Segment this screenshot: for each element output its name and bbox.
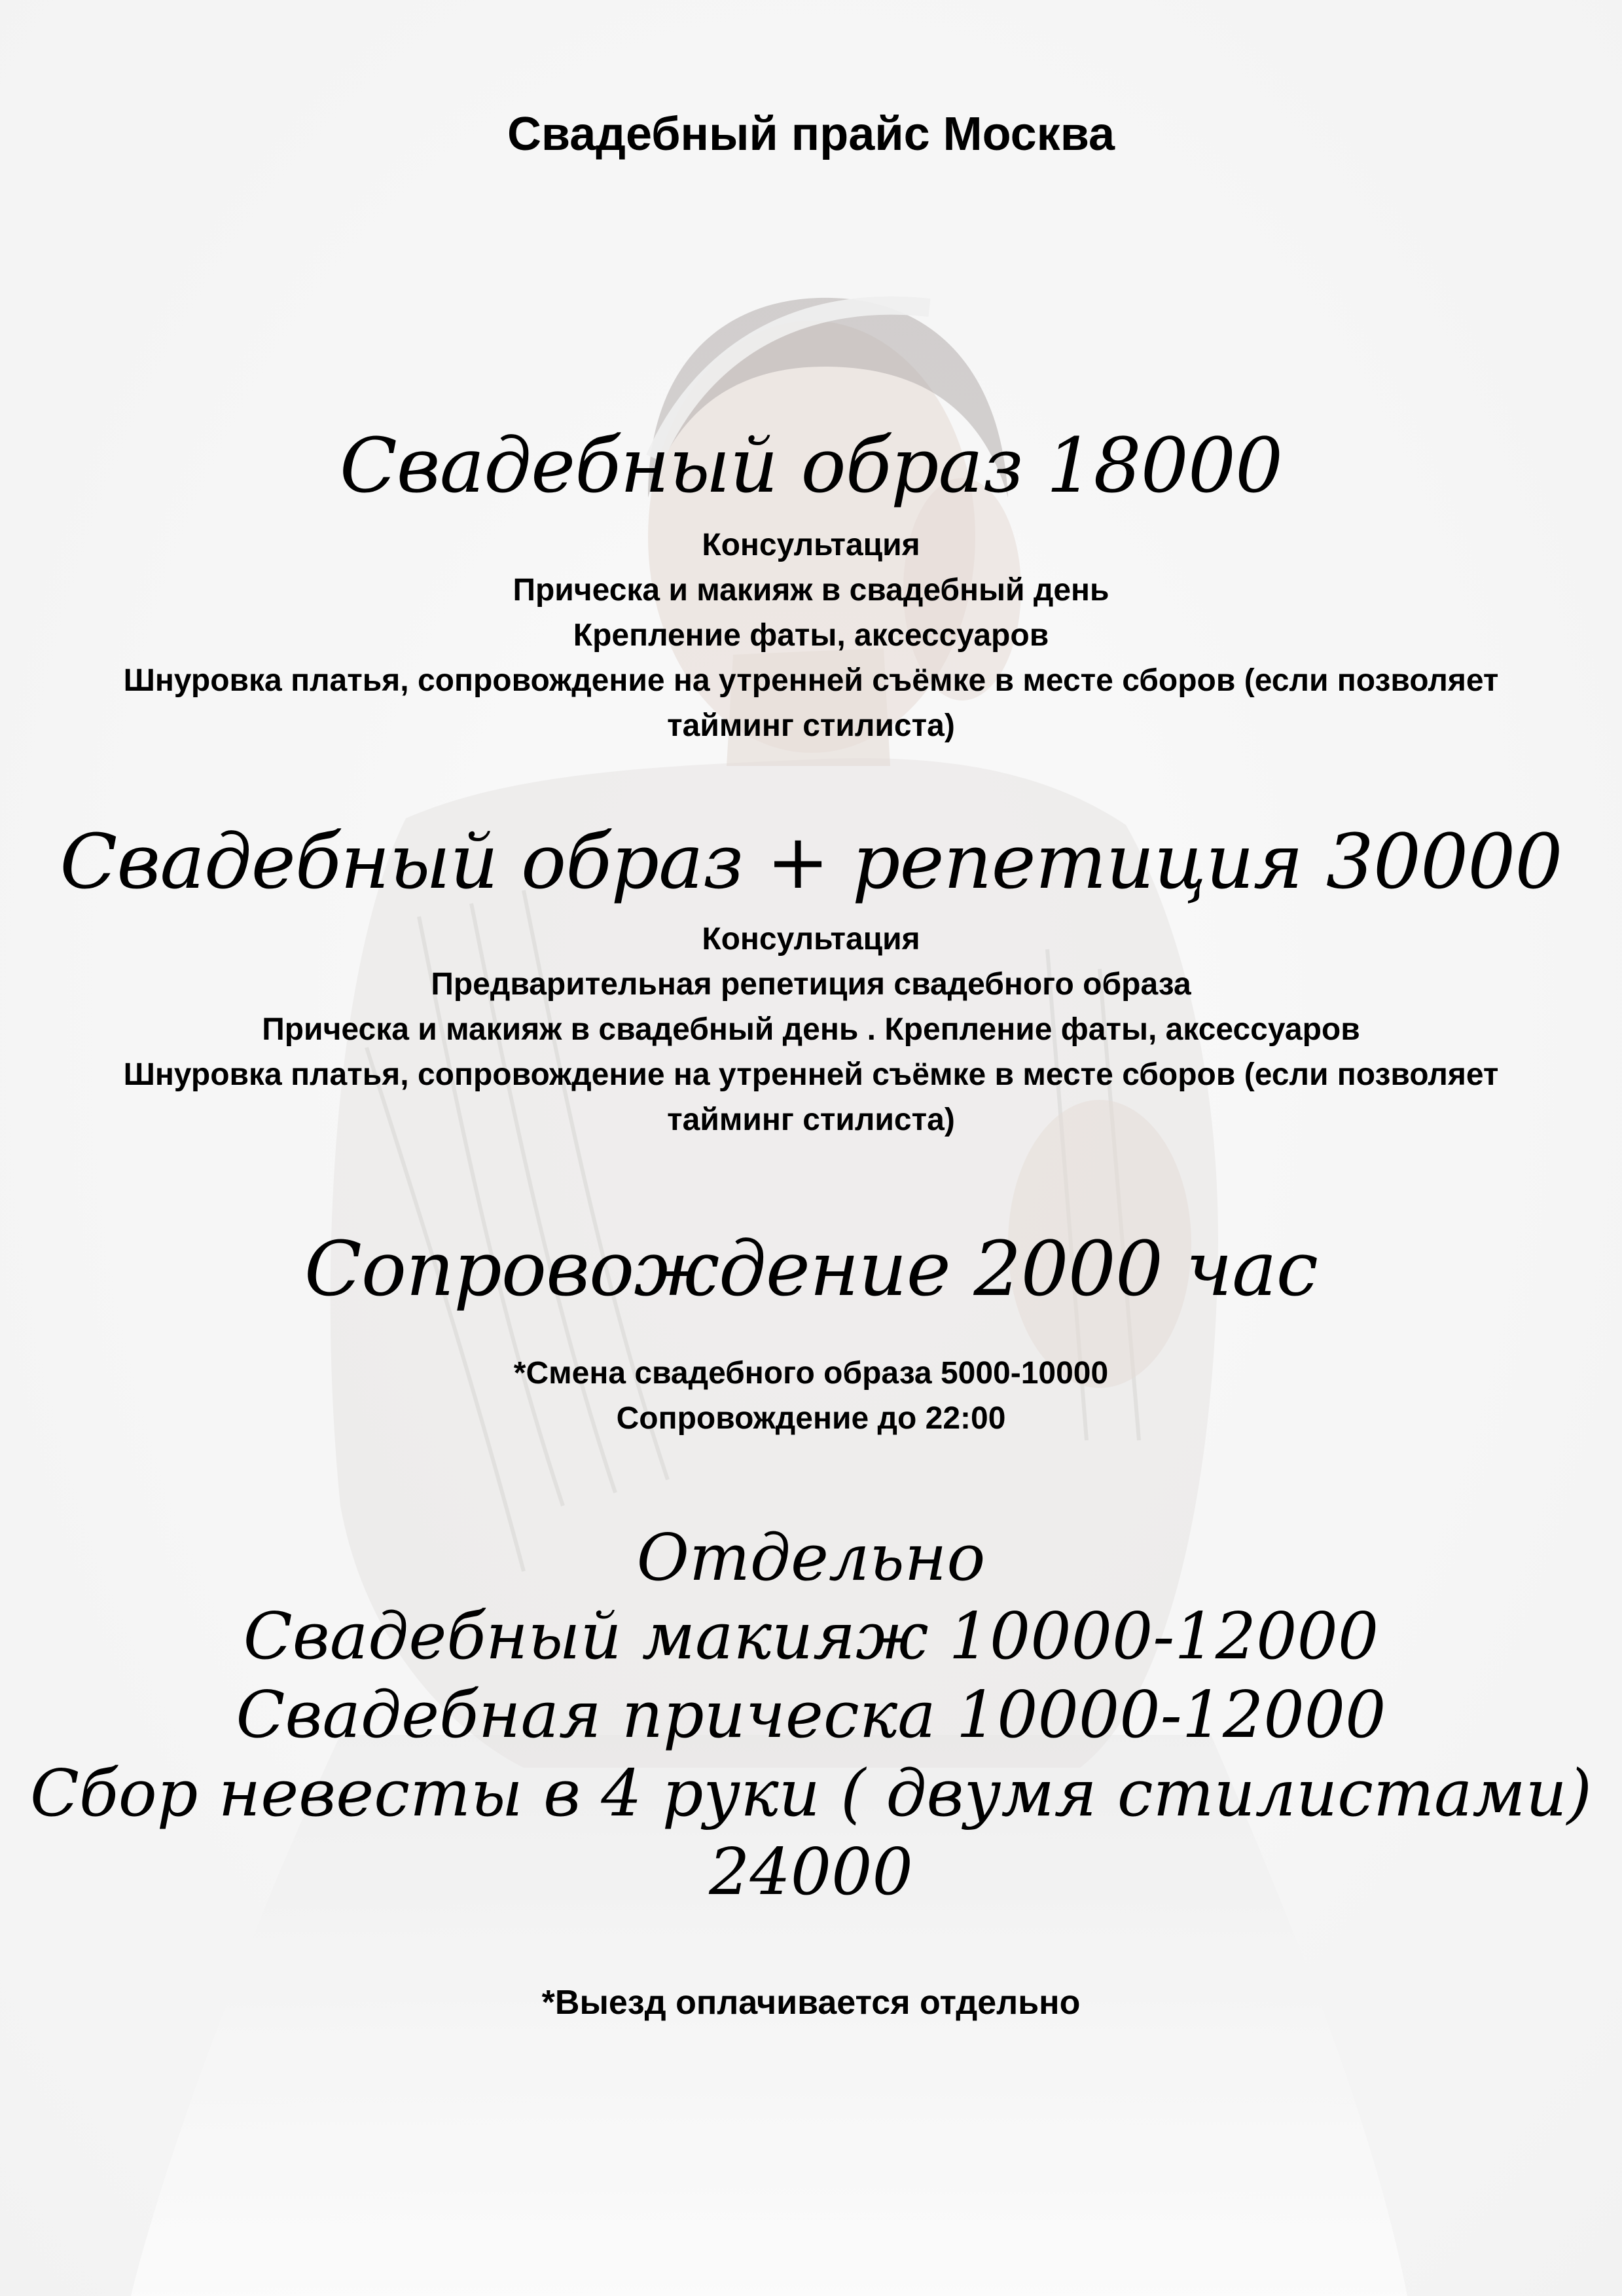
detail-line: Предварительная репетиция свадебного образа [431,967,1191,1002]
package-heading-wedding-look-rehearsal: Свадебный образ + репетиция 30000 [60,818,1562,906]
detail-line: Шнуровка платья, сопровождение на утренней съёмке в месте сборов (если позволяет [123,1057,1499,1092]
separate-service-item: 24000 [709,1835,913,1910]
detail-line: Шнуровка платья, сопровождение на утренней съёмке в месте сборов (если позволяет [123,663,1499,698]
detail-line: Прическа и макияж в свадебный день [513,573,1109,608]
package-heading-wedding-look: Свадебный образ 18000 [339,422,1283,510]
travel-footnote: *Выезд оплачивается отдельно [541,1984,1081,2022]
detail-line: Сопровождение до 22:00 [616,1401,1006,1436]
package-details-wedding-look [0,522,1622,748]
separate-service-item: Свадебная прическа 10000-12000 [236,1678,1386,1753]
separate-service-item: Свадебный макияж 10000-12000 [243,1599,1379,1674]
package-details-accompaniment [0,1351,1622,1441]
package-details-wedding-look-rehearsal [0,917,1622,1142]
separate-services-heading: Отдельно [636,1521,986,1595]
detail-line: *Смена свадебного образа 5000-10000 [513,1356,1109,1391]
detail-line: тайминг стилиста) [667,1102,955,1137]
package-heading-accompaniment: Сопровождение 2000 час [304,1226,1318,1313]
separate-service-item: Сбор невесты в 4 руки ( двумя стилистами) [29,1757,1593,1831]
page-title: Свадебный прайс Москва [507,108,1115,160]
detail-line: Консультация [702,922,920,957]
detail-line: тайминг стилиста) [667,708,955,743]
separate-services [0,1519,1622,1912]
detail-line: Крепление фаты, аксессуаров [573,618,1049,653]
detail-line: Прическа и макияж в свадебный день . Крепление фаты, аксессуаров [262,1012,1360,1047]
detail-line: Консультация [702,528,920,562]
